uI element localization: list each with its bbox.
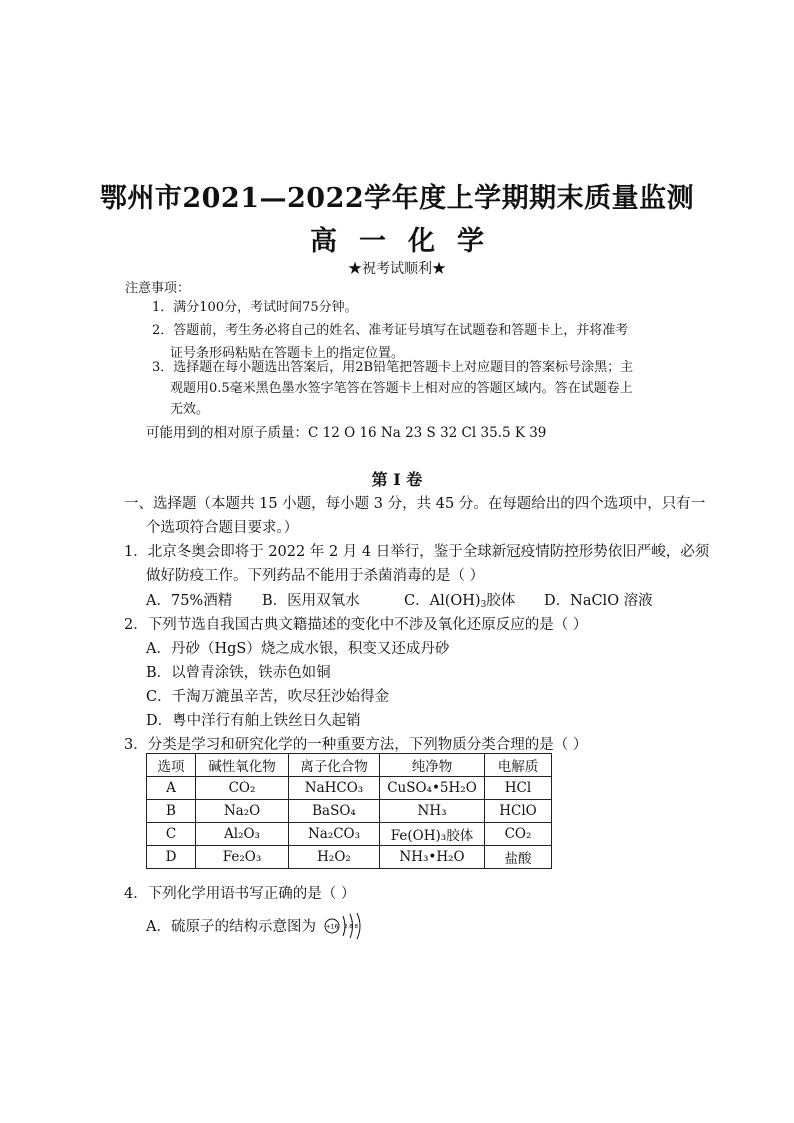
table-row <box>147 777 552 800</box>
q1-stem-line1: 1．北京冬奥会即将于 2022 年 2 月 4 日举行，鉴于全球新冠疫情防控形势依旧严峻，必须 <box>124 544 710 560</box>
note-3-line3: 无效。 <box>170 402 210 417</box>
q2-option-c: C．千淘万漉虽辛苦，吹尽狂沙始得金 <box>146 689 390 705</box>
table-cell: Fe(OH)₃胶体 <box>380 823 485 846</box>
table-cell: 盐酸 <box>485 846 552 869</box>
table-cell: Fe₂O₃ <box>196 846 289 869</box>
atom-nucleus-label: +16 <box>325 923 338 931</box>
table-cell: NH₃•H₂O <box>380 846 485 869</box>
note-1: 1．满分100分，考试时间75分钟。 <box>152 300 358 315</box>
table-header: 选项 <box>147 754 196 777</box>
note-3-line1: 3．选择题在每小题选出答案后，用2B铅笔把答题卡上对应题目的答案标号涂黑；主 <box>152 360 634 375</box>
table-cell: Na₂CO₃ <box>289 823 380 846</box>
atomic-masses: 可能用到的相对原子质量：C 12 O 16 Na 23 S 32 Cl 35.5 K 39 <box>146 425 547 441</box>
note-3-line2: 观题用0.5毫米黑色墨水签字笔答在答题卡上相对应的答题区域内。答在试题卷上 <box>170 381 633 396</box>
table-cell: BaSO₄ <box>289 800 380 823</box>
table-cell: CO₂ <box>196 777 289 800</box>
q4-stem: 4．下列化学用语书写正确的是（ ） <box>124 886 356 902</box>
table-cell: Na₂O <box>196 800 289 823</box>
table-cell: Al₂O₃ <box>196 823 289 846</box>
q2-option-d: D．粤中洋行有舶上铁丝日久起销 <box>146 713 361 729</box>
table-cell: CO₂ <box>485 823 552 846</box>
table-cell: B <box>147 800 196 823</box>
blessing-line: ★祝考试顺利★ <box>348 261 446 277</box>
part1-line2: 个选项符合题目要求。） <box>146 520 299 536</box>
table-cell: NaHCO₃ <box>289 777 380 800</box>
table-header: 纯净物 <box>380 754 485 777</box>
table-cell: A <box>147 777 196 800</box>
section-title: 第 I 卷 <box>371 470 423 489</box>
atom-shell-label: 2 8 8 <box>343 924 358 930</box>
note-2-line2: 证号条形码粘贴在答题卡上的指定位置。 <box>170 346 405 361</box>
sulfur-atom-diagram <box>323 912 367 942</box>
subject-title: 高一化学 <box>310 226 506 257</box>
q2-stem: 2．下列节选自我国古典文籍描述的变化中不涉及氧化还原反应的是（ ） <box>124 617 588 633</box>
q4-option-a <box>146 912 367 942</box>
q2-option-a: A．丹砂（HgS）烧之成水银，积变又还成丹砂 <box>146 641 450 657</box>
q3-stem: 3．分类是学习和研究化学的一种重要方法，下列物质分类合理的是（ ） <box>124 737 588 753</box>
q1-option-c: C．$Al(OH)_3$胶体 <box>404 593 516 610</box>
table-cell: HClO <box>485 800 552 823</box>
q1-option-a: A．75%酒精 <box>146 593 233 609</box>
notes-heading: 注意事项： <box>125 281 191 296</box>
classification-table <box>146 753 552 869</box>
table-cell: H₂O₂ <box>289 846 380 869</box>
table-row <box>147 823 552 846</box>
table-cell: D <box>147 846 196 869</box>
table-header-row <box>147 754 552 777</box>
exam-title: 鄂州市2021—2022学年度上学期期末质量监测 <box>99 183 695 214</box>
table-header: 电解质 <box>485 754 552 777</box>
note-2-line1: 2．答题前，考生务必将自己的姓名、准考证号填写在试题卷和答题卡上，并将准考 <box>152 323 629 338</box>
table-row <box>147 800 552 823</box>
q1-option-b: B．医用双氧水 <box>262 593 360 609</box>
table-header: 碱性氧化物 <box>196 754 289 777</box>
q2-option-b: B．以曾青涂铁，铁赤色如铜 <box>146 665 331 681</box>
table-cell: NH₃ <box>380 800 485 823</box>
part1-line1: 一、选择题（本题共 15 小题，每小题 3 分，共 45 分。在每题给出的四个选项中，只有一 <box>124 496 706 512</box>
q4-option-a-text: A．硫原子的结构示意图为 <box>146 919 316 935</box>
table-cell: HCl <box>485 777 552 800</box>
table-header: 离子化合物 <box>289 754 380 777</box>
table-cell: C <box>147 823 196 846</box>
table-cell: CuSO₄•5H₂O <box>380 777 485 800</box>
q1-option-d: D．NaClO 溶液 <box>544 593 653 609</box>
table-row <box>147 846 552 869</box>
q1-stem-line2: 做好防疫工作。下列药品不能用于杀菌消毒的是（ ） <box>146 568 485 584</box>
